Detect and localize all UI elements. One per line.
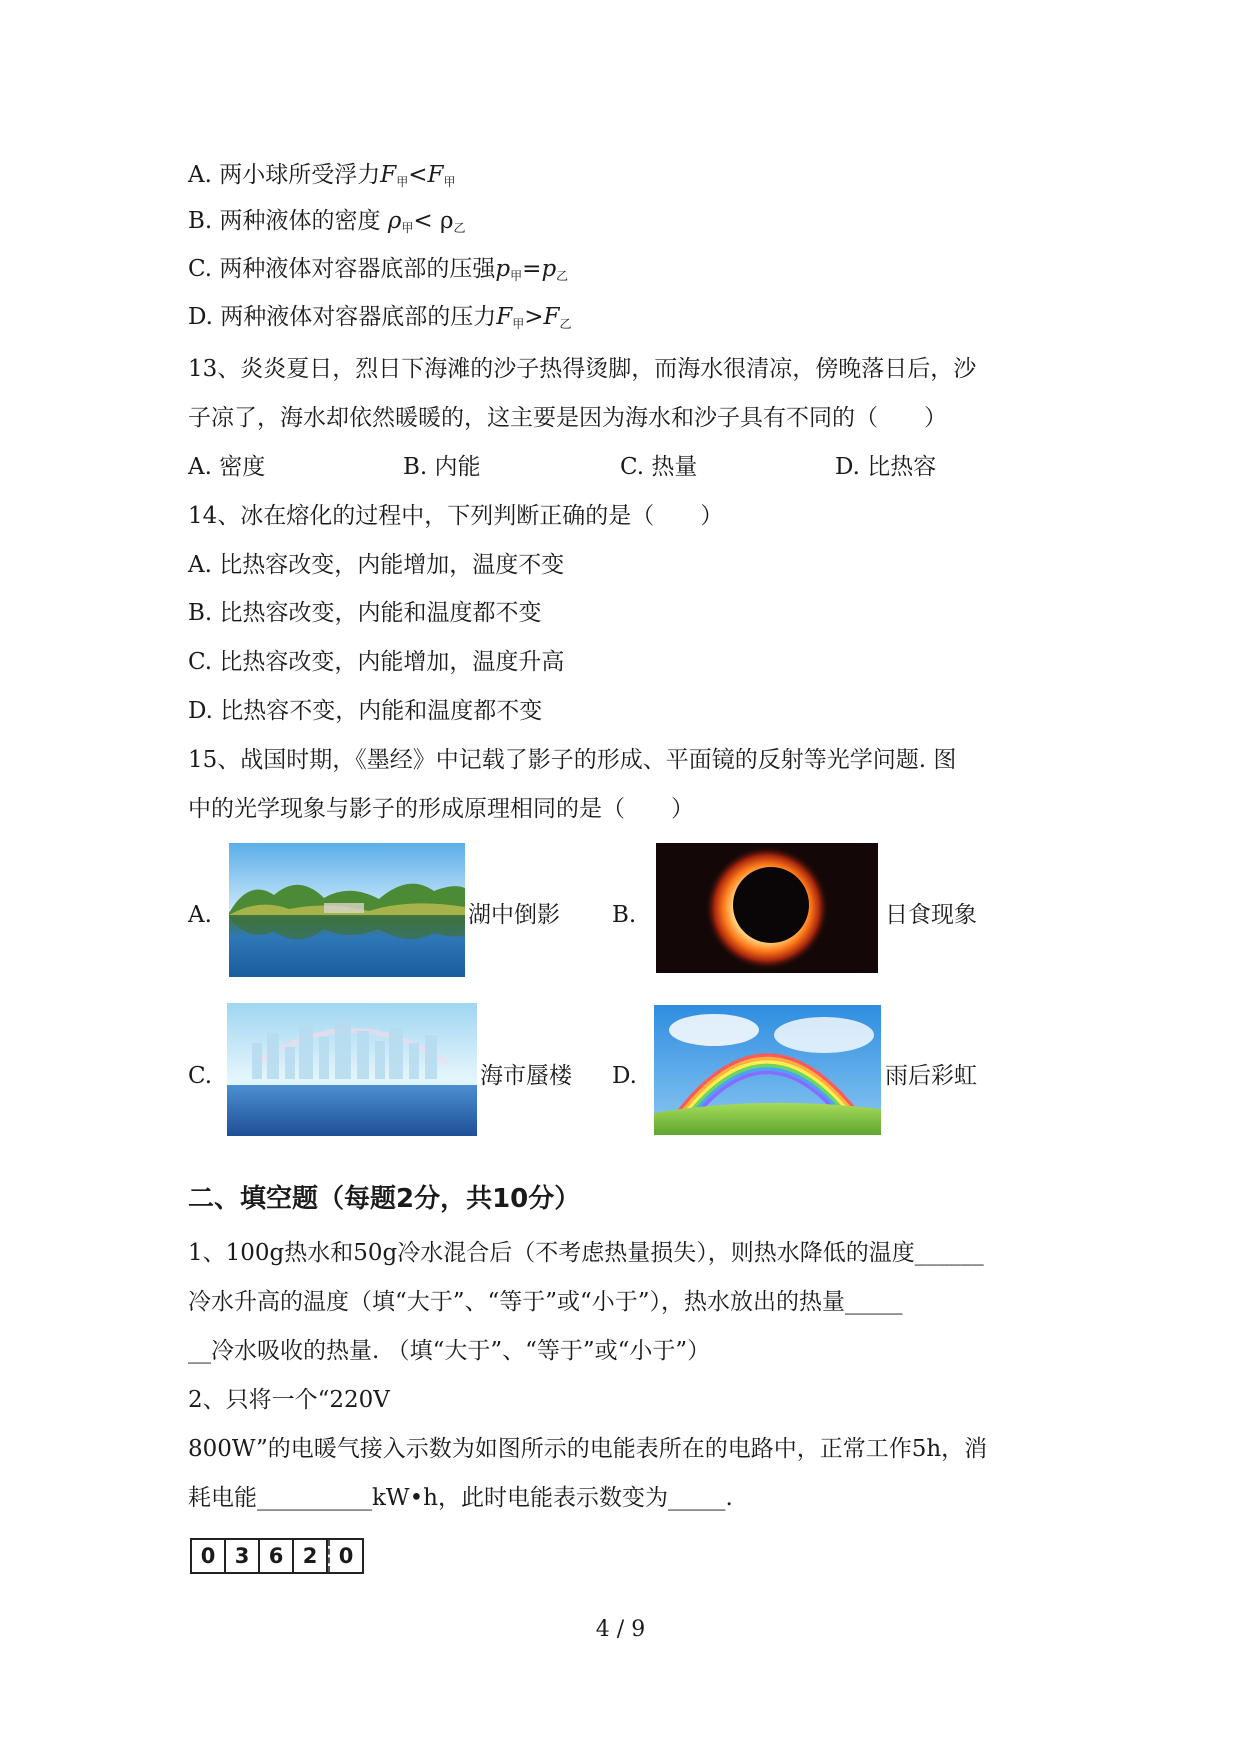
q15-choice-b-caption: 日食现象 — [885, 902, 977, 928]
q12-option-c: C. 两种液体对容器底部的压强$p_甲=p_乙$ — [188, 256, 569, 283]
q13-stem-line2: 子凉了，海水却依然暖暖的，这主要是因为海水和沙子具有不同的（ ） — [188, 405, 947, 431]
fill-q1-line3: __冷水吸收的热量. （填“大于”、“等于”或“小于”） — [188, 1338, 711, 1364]
q14-option-c: C. 比热容改变，内能增加，温度升高 — [188, 649, 565, 675]
q13-option-a: A. 密度 — [188, 454, 266, 480]
q15-choice-b-letter: B. — [612, 902, 637, 928]
q15-choice-d-caption: 雨后彩虹 — [885, 1063, 977, 1089]
q15-stem-line1: 15、战国时期，《墨经》中记载了影子的形成、平面镜的反射等光学问题. 图 — [188, 747, 957, 773]
q14-stem: 14、冰在熔化的过程中，下列判断正确的是（ ） — [188, 503, 724, 529]
q13-option-b: B. 内能 — [403, 454, 481, 480]
q13-stem-line1: 13、炎炎夏日，烈日下海滩的沙子热得烫脚，而海水很清凉，傍晚落日后，沙 — [188, 356, 977, 382]
q12-option-b: B. 两种液体的密度 $\rho_甲< \rho_乙$ — [188, 208, 466, 235]
meter-digit: 0 — [192, 1540, 226, 1572]
electric-meter-readout — [190, 1538, 364, 1574]
q14-option-d: D. 比热容不变，内能和温度都不变 — [188, 698, 543, 724]
page-number: 4 / 9 — [595, 1617, 646, 1642]
fill-q2-line3: 耗电能__________kW•h，此时电能表示数变为_____. — [188, 1485, 733, 1511]
fill-q2-line1: 2、只将一个“220V — [188, 1387, 390, 1413]
q15-choice-c-caption: 海市蜃楼 — [480, 1063, 572, 1089]
rainbow-photo — [654, 1005, 881, 1135]
fill-q1-line1: 1、100g热水和50g冷水混合后（不考虑热量损失），则热水降低的温度______ — [188, 1240, 984, 1266]
q12-option-a: A. 两小球所受浮力$F_甲<F_甲$ — [188, 162, 456, 189]
q15-stem-line2: 中的光学现象与影子的形成原理相同的是（ ） — [188, 796, 694, 822]
solar-eclipse-photo — [656, 843, 878, 973]
q15-choice-c-letter: C. — [188, 1063, 213, 1089]
q14-option-b: B. 比热容改变，内能和温度都不变 — [188, 600, 542, 626]
meter-digit: 2 — [294, 1540, 328, 1572]
q13-option-d: D. 比热容 — [835, 454, 937, 480]
meter-digit: 6 — [260, 1540, 294, 1572]
section-2-title: 二、填空题（每题2分，共10分） — [188, 1184, 581, 1214]
fill-q2-line2: 800W”的电暖气接入示数为如图所示的电能表所在的电路中，正常工作5h，消 — [188, 1436, 988, 1462]
q14-option-a: A. 比热容改变，内能增加，温度不变 — [188, 552, 565, 578]
q15-choice-d-letter: D. — [612, 1063, 637, 1089]
q12-option-d: D. 两种液体对容器底部的压力$F_甲>F_乙$ — [188, 304, 572, 331]
meter-digit: 3 — [226, 1540, 260, 1572]
meter-digit-decimal: 0 — [328, 1540, 362, 1572]
mirage-city-photo — [227, 1003, 477, 1136]
q13-option-c: C. 热量 — [620, 454, 698, 480]
lake-reflection-photo — [229, 843, 465, 977]
q15-choice-a-caption: 湖中倒影 — [468, 902, 560, 928]
fill-q1-line2: 冷水升高的温度（填“大于”、“等于”或“小于”），热水放出的热量_____ — [188, 1289, 903, 1315]
q15-choice-a-letter: A. — [188, 902, 212, 928]
